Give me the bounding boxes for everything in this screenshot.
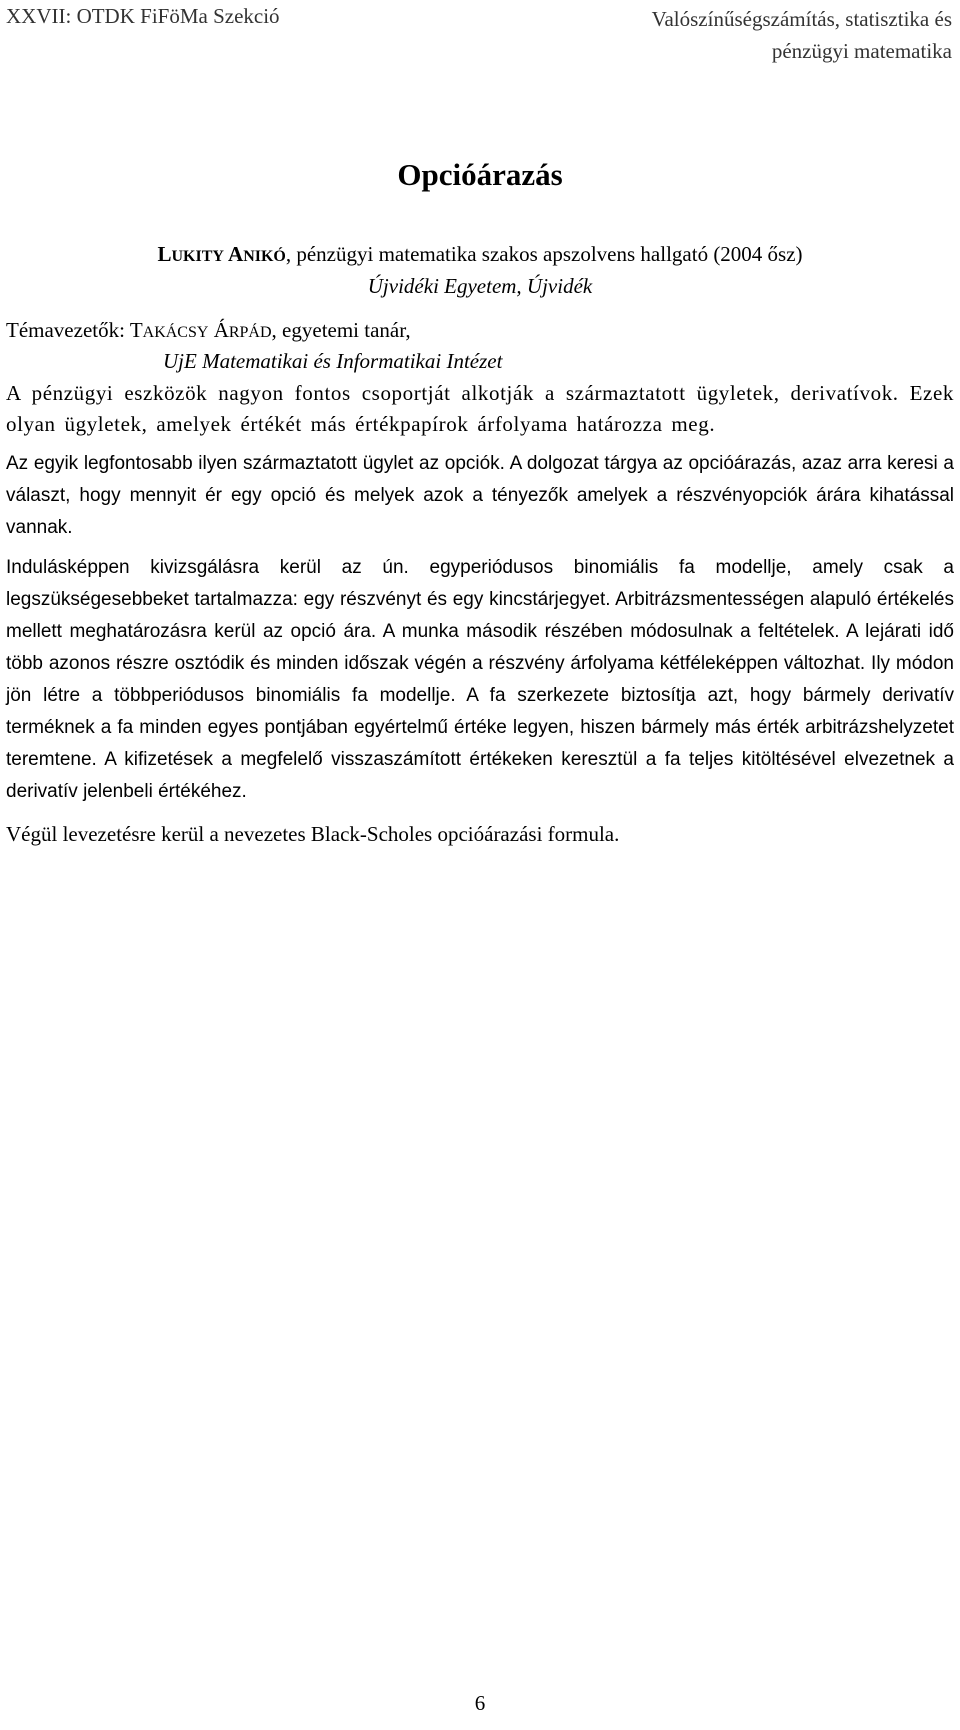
author-affiliation: Újvidéki Egyetem, Újvidék (367, 274, 593, 298)
author-description: , pénzügyi matematika szakos apszolvens hallgató (2004 ősz) (285, 242, 803, 266)
abstract-paragraph-1: A pénzügyi eszközök nagyon fontos csoportját alkotják a származtatott ügyletek, derivatívok. Ezek olyan ügyletek, amelyek értékét más értékpapírok árfolyama határozza meg. (6, 381, 954, 436)
author-line (0, 241, 960, 270)
abstract-paragraph-4: Végül levezetésre kerül a nevezetes Black-Scholes opcióárazási formula. (6, 822, 620, 846)
running-header-right-line1: Valószínűségszámítás, statisztika és (651, 7, 952, 31)
abstract (6, 378, 954, 850)
supervisor-name: TAKÁCSY ÁRPÁD (129, 318, 272, 342)
abstract-paragraph-2: Az egyik legfontosabb ilyen származtatott ügylet az opciók. A dolgozat tárgya az opcióárazás, azaz arra keresi a választ, hogy mennyit ér egy opció és melyek azok a tényezők amelyek a részvényopciók árára kihatással vannak. (6, 453, 954, 538)
supervisor-role: , egyetemi tanár, (271, 318, 411, 342)
running-header-right-line2: pénzügyi matematika (771, 39, 952, 63)
page-number: 6 (474, 1691, 486, 1715)
author-name: LUKITY ANIKÓ (157, 242, 286, 266)
supervisor-institution: UjE Matematikai és Informatikai Intézet (163, 349, 503, 373)
abstract-paragraph-3: Indulásképpen kivizsgálásra kerül az ún. egyperiódusos binomiális fa modellje, amely csak a legszükségesebbeket tartalmazza: egy részvényt és egy kincstárjegyet. Arbitrázsmentességen alapuló értékelés mellett meghatározásra kerül az opció ára. A munka második részében módosulnak a feltételek. A lejárati idő több azonos részre osztódik és minden időszak végén a részvény árfolyama kétféleképpen változhat. Ily módon jön létre a többperiódusos binomiális fa modellje. A fa szerkezete biztosítja azt, hogy bármely derivatív terméknek a fa minden egyes pontjában egyértelmű értéke legyen, hiszen bármely más érték arbitrázshelyzetet teremtene. A kifizetések a megfelelő visszaszámított értékeken keresztül a fa teljes kitöltésével elvezetnek a derivatív jelenbeli értékéhez. (6, 557, 954, 802)
running-header-left: XXVII: OTDK FiFöMa Szekció (6, 4, 280, 28)
supervisor-label: Témavezetők: (6, 318, 130, 342)
running-header-right (652, 3, 952, 67)
supervisor-line (6, 317, 411, 346)
paper-title: Opcióárazás (397, 157, 563, 192)
